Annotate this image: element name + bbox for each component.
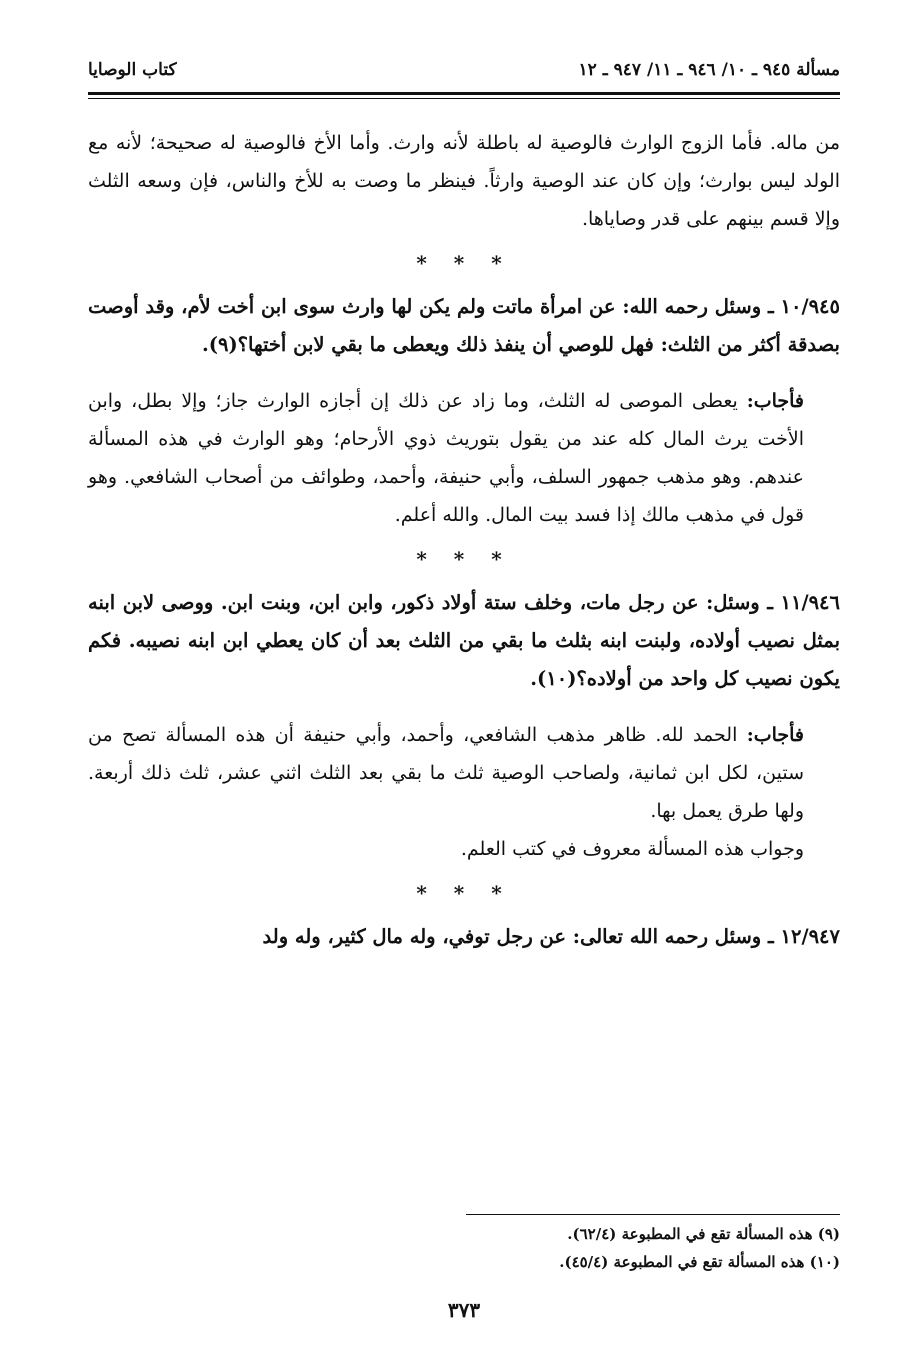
section-separator: * * * [416, 881, 512, 905]
answer-946-text: الحمد لله. ظاهر مذهب الشافعي، وأحمد، وأبي حنيفة أن هذه المسألة تصح من ستين، لكل ابن ثمانية، ولصاحب الوصية ثلث ما بقي بعد الثلث اثني عشر، ثلث ذلك أربعة. ولها طرق يعمل بها. [88, 724, 804, 822]
section-separator: * * * [416, 547, 512, 571]
answer-label: فأجاب: [746, 390, 804, 412]
page-number: ٣٧٣ [447, 1298, 481, 1322]
question-946: ١١/٩٤٦ ـ وسئل: عن رجل مات، وخلف ستة أولاد ذكور، وابن ابن، وبنت ابن. ووصى لابن ابنه بمثل نصيب أولاده، ولبنت ابنه بثلث ما بقي من الثلث بعد أن كان يعطي ابن ابنه نصيبه. فكم يكون نصيب كل واحد من أولاده؟(١٠). [88, 591, 840, 690]
header-rule-thin [88, 98, 840, 99]
answer-945-text: يعطى الموصى له الثلث، وما زاد عن ذلك إن أجازه الوارث جاز؛ وإلا بطل، وابن الأخت يرث المال كله عند من يقول بتوريث ذوي الأرحام؛ وهو الوارث في هذه المسألة عندهم. وهو مذهب جمهور السلف، وأبي حنيفة، وأحمد، وطوائف من أصحاب الشافعي. وهو قول في مذهب مالك إذا فسد بيت المال. والله أعلم. [88, 390, 804, 526]
answer-946 [88, 716, 840, 830]
answer-label: فأجاب: [746, 724, 805, 746]
question-945: ١٠/٩٤٥ ـ وسئل رحمه الله: عن امرأة ماتت ولم يكن لها وارث سوى ابن أخت لأم، وقد أوصت بصدقة أكثر من الثلث: فهل للوصي أن ينفذ ذلك ويعطى ما بقي لابن أختها؟(٩). [88, 295, 840, 356]
footnote-10: (١٠) هذه المسألة تقع في المطبوعة (٤٥/٤). [559, 1253, 840, 1271]
running-header [88, 54, 840, 92]
answer-945 [88, 382, 840, 534]
answer-946-closing: وجواب هذه المسألة معروف في كتب العلم. [460, 838, 804, 860]
question-947: ١٢/٩٤٧ ـ وسئل رحمه الله تعالى: عن رجل توفي، وله مال كثير، وله ولد [262, 925, 840, 948]
header-rule-thick [88, 92, 840, 95]
main-text [88, 124, 840, 956]
header-book-title: كتاب الوصايا [88, 60, 177, 80]
paragraph-continuation: من ماله. فأما الزوج الوارث فالوصية له باطلة لأنه وارث. وأما الأخ فالوصية له صحيحة؛ لأنه مع الولد ليس بوارث؛ وإن كان عند الوصية وارثاً. فينظر ما وصت به للأخ والناس، فإن وسعه الثلث وإلا قسم بينهم على قدر وصاياها. [88, 132, 840, 230]
footnotes [88, 1220, 840, 1276]
header-issue-numbers: مسألة ٩٤٥ ـ ١٠/ ٩٤٦ ـ ١١/ ٩٤٧ ـ ١٢ [578, 60, 840, 80]
footnote-rule [466, 1214, 840, 1215]
page [88, 54, 840, 1334]
section-separator: * * * [416, 251, 512, 275]
footnote-9: (٩) هذه المسألة تقع في المطبوعة (٦٢/٤). [567, 1225, 840, 1243]
